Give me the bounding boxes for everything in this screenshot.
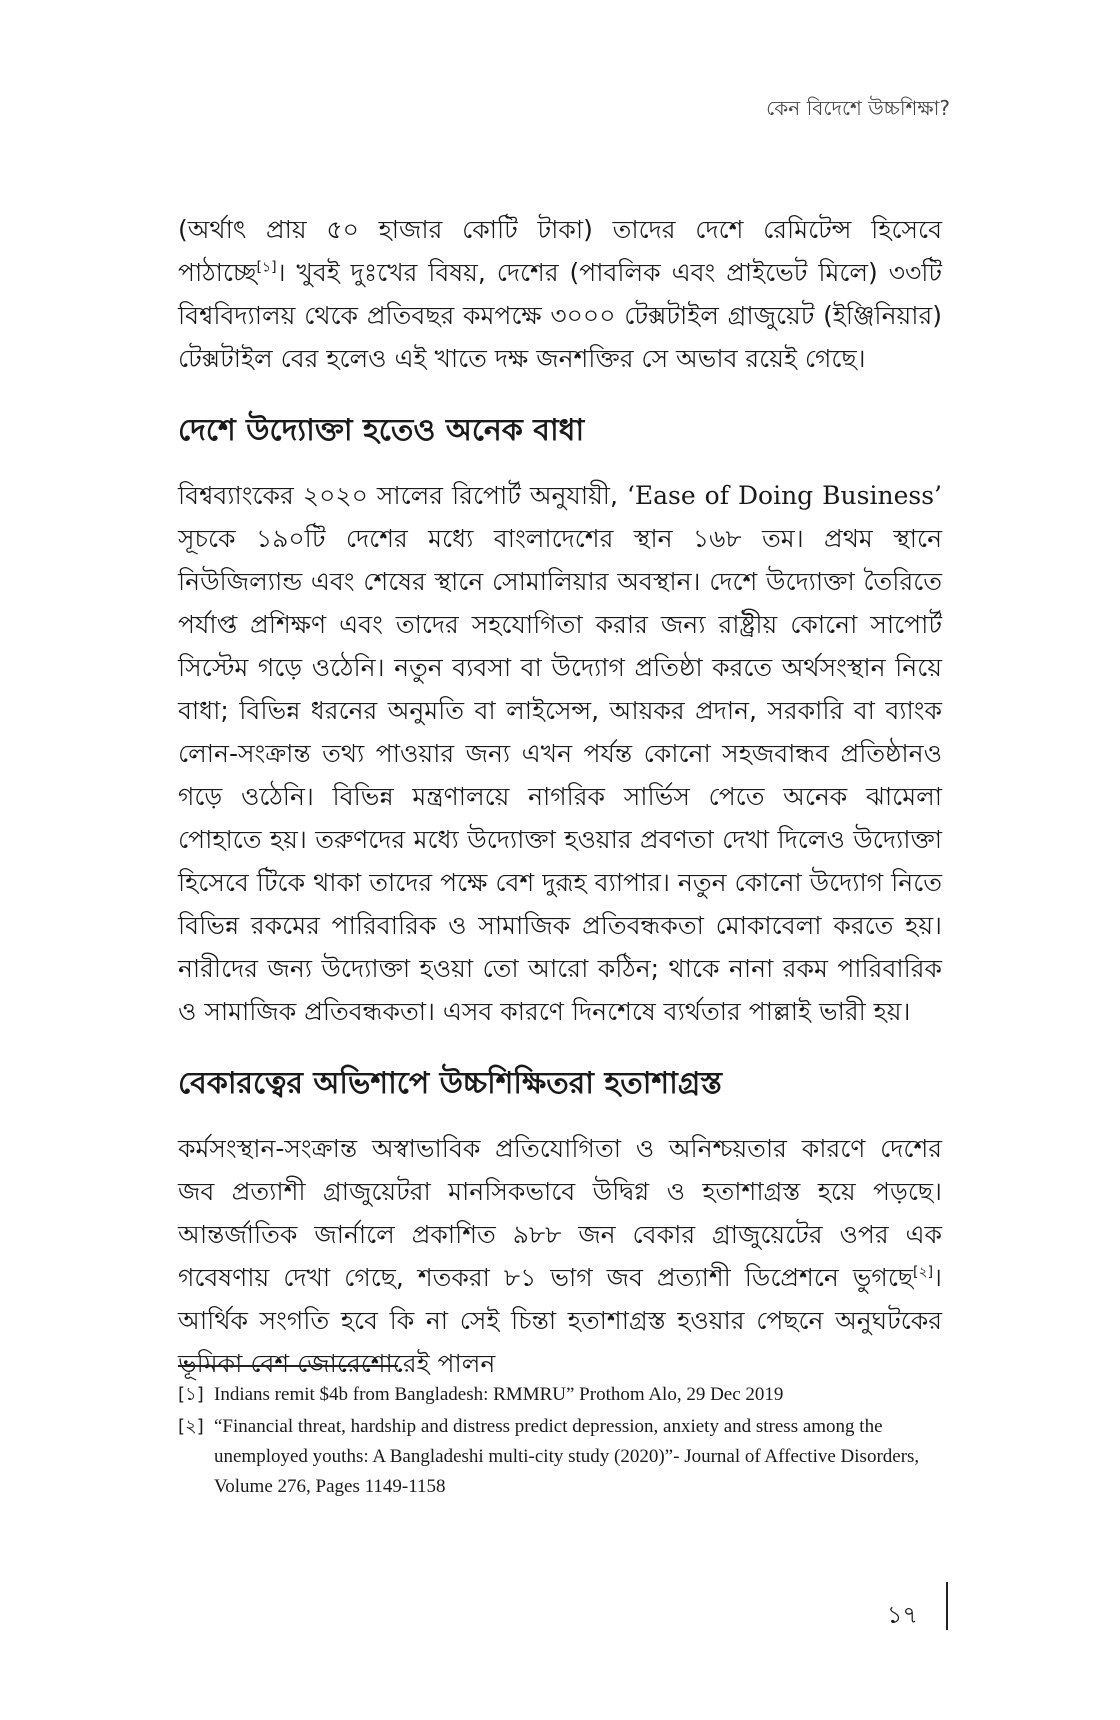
footnote-marker: [১] [178,1384,204,1405]
section-paragraph-unemployment [178,1127,942,1385]
section-paragraph-entrepreneur [178,474,942,1033]
section-heading-unemployment: বেকারত্বের অভিশাপে উচ্চশিক্ষিতরা হতাশাগ্রস্ত [178,1066,722,1101]
footnote-ref-2: [২] [913,1264,934,1281]
footnote-text: “Financial threat, hardship and distress predict depression, anxiety and stress among the unemployed youths: A Bangladeshi multi-city study (2020)”- Journal of Affective Disorders, Volume 276, Pages 1149-1158 [214,1416,920,1497]
footnote-divider [178,1365,398,1367]
page-number-rule [946,1582,948,1630]
intro-paragraph [178,208,942,380]
ease-of-business-quote: ‘Ease of Doing Business’ [626,481,942,510]
footnote-ref-1: [১] [256,259,277,276]
intro-text-start: (অর্থাৎ প্রায় ৫০ হাজার কোটি টাকা) তাদের দেশে রেমিটেন্স হিসেবে পাঠাচ্ছে [178,215,942,287]
unemployment-text-start: কর্মসংস্থান-সংক্রান্ত অস্বাভাবিক প্রতিযোগিতা ও অনিশ্চয়তার কারণে দেশের জব প্রত্যাশী গ্রাজুয়েটরা মানসিকভাবে উদ্বিগ্ন ও হতাশাগ্রস্ত হয়ে পড়ছে। আন্তর্জাতিক জার্নালে প্রকাশিত ৯৮৮ জন বেকার গ্রাজুয়েটের ওপর এক গবেষণায় দেখা গেছে, শতকরা ৮১ ভাগ জব প্রত্যাশী ডিপ্রেশনে ভুগছে [178,1134,942,1292]
footnote-1 [178,1380,948,1410]
page-body [178,208,942,1385]
unemployment-text-end: । আর্থিক সংগতি হবে কি না সেই চিন্তা হতাশাগ্রস্ত হওয়ার পেছনে অনুঘটকের ভূমিকা বেশ জোরেশোরেই পালন [178,1263,942,1378]
entrepreneur-text-start: বিশ্বব্যাংকের ২০২০ সালের রিপোর্ট অনুযায়ী, [178,481,627,510]
running-header-title: কেন বিদেশে উচ্চশিক্ষা? [766,96,950,120]
page-number: ১৭ [886,1601,918,1629]
footnote-text: Indians remit $4b from Bangladesh: RMMRU” Prothom Alo, 29 Dec 2019 [214,1384,784,1405]
entrepreneur-text-end: সূচকে ১৯০টি দেশের মধ্যে বাংলাদেশের স্থান ১৬৮ তম। প্রথম স্থানে নিউজিল্যান্ড এবং শেষের স্থানে সোমালিয়ার অবস্থান। দেশে উদ্যোক্তা তৈরিতে পর্যাপ্ত প্রশিক্ষণ এবং তাদের সহযোগিতা করার জন্য রাষ্ট্রীয় কোনো সাপোর্ট সিস্টেম গড়ে ওঠেনি। নতুন ব্যবসা বা উদ্যোগ প্রতিষ্ঠা করতে অর্থসংস্থান নিয়ে বাধা; বিভিন্ন ধরনের অনুমতি বা লাইসেন্স, আয়কর প্রদান, সরকারি বা ব্যাংক লোন-সংক্রান্ত তথ্য পাওয়ার জন্য এখন পর্যন্ত কোনো সহজবান্ধব প্রতিষ্ঠানও গড়ে ওঠেনি। বিভিন্ন মন্ত্রণালয়ে নাগরিক সার্ভিস পেতে অনেক ঝামেলা পোহাতে হয়। তরুণদের মধ্যে উদ্যোক্তা হওয়ার প্রবণতা দেখা দিলেও উদ্যোক্তা হিসেবে টিকে থাকা তাদের পক্ষে বেশ দুরূহ ব্যাপার। নতুন কোনো উদ্যোগ নিতে বিভিন্ন রকমের পারিবারিক ও সামাজিক প্রতিবন্ধকতা মোকাবেলা করতে হয়। নারীদের জন্য উদ্যোক্তা হওয়া তো আরো কঠিন; থাকে নানা রকম পারিবারিক ও সামাজিক প্রতিবন্ধকতা। এসব কারণে দিনশেষে ব্যর্থতার পাল্লাই ভারী হয়। [178,524,942,1026]
footnote-marker: [২] [178,1416,204,1437]
intro-text-end: । খুবই দুঃখের বিষয়, দেশের (পাবলিক এবং প্রাইভেট মিলে) ৩৩টি বিশ্ববিদ্যালয় থেকে প্রতিবছর কমপক্ষে ৩০০০ টেক্সটাইল গ্রাজুয়েট (ইঞ্জিনিয়ার) টেক্সটাইল বের হলেও এই খাতে দক্ষ জনশক্তির সে অভাব রয়েই গেছে। [178,258,942,373]
section-heading-entrepreneur: দেশে উদ্যোক্তা হতেও অনেক বাধা [178,413,585,448]
footnote-2 [178,1412,948,1502]
footnotes [178,1380,948,1504]
